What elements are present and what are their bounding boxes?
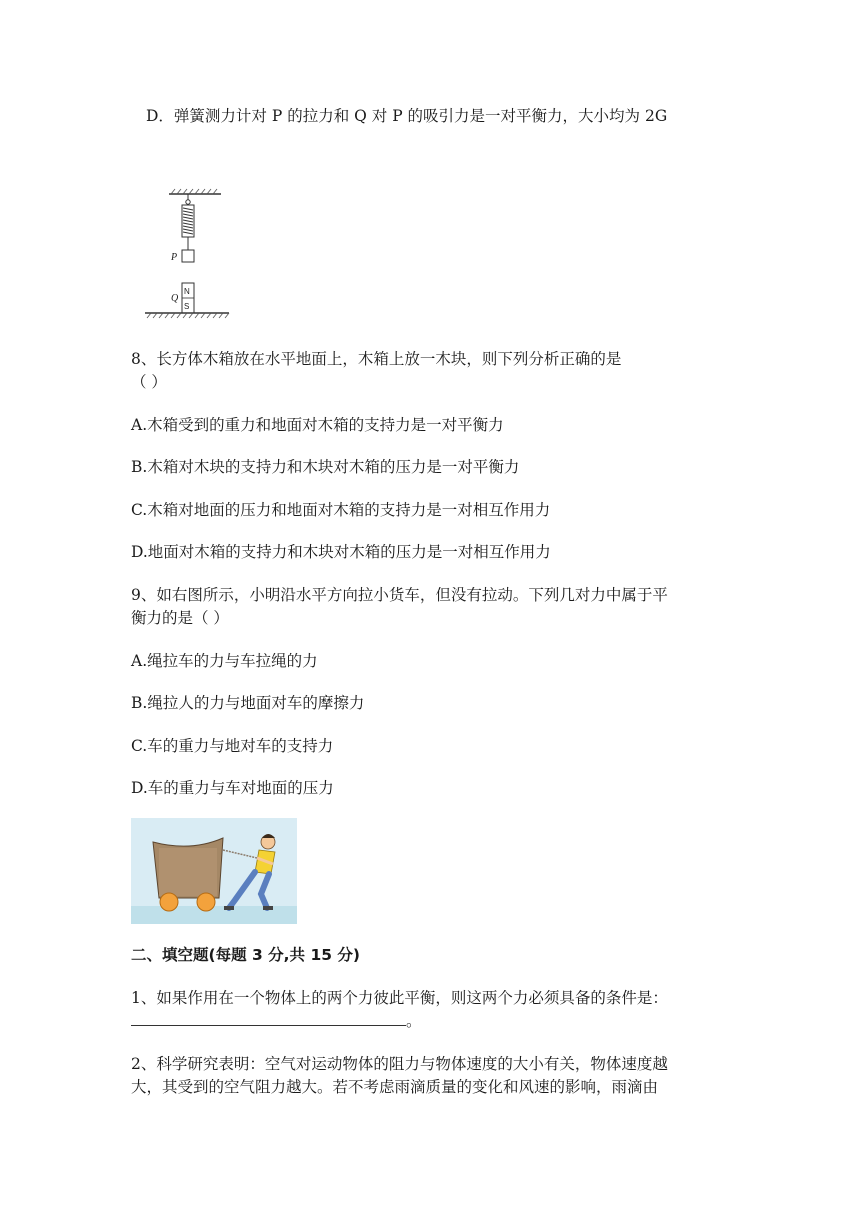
fill-q1-line2 <box>131 1010 422 1032</box>
q9-option-b: B.绳拉人的力与地面对车的摩擦力 <box>131 694 365 712</box>
q7-option-d: D．弹簧测力计对 P 的拉力和 Q 对 P 的吸引力是一对平衡力，大小均为 2G <box>146 107 668 125</box>
label-q: Q <box>171 293 179 304</box>
q9-stem-line2: 衡力的是（ ） <box>131 609 229 627</box>
cart-pull-figure <box>131 818 297 924</box>
section2-title: 二、填空题(每题 3 分,共 15 分) <box>131 946 360 964</box>
q8-option-d: D.地面对木箱的支持力和木块对木箱的压力是一对相互作用力 <box>131 543 551 561</box>
q9-option-d: D.车的重力与车对地面的压力 <box>131 779 334 797</box>
fill-q2-line2: 大，其受到的空气阻力越大。若不考虑雨滴质量的变化和风速的影响，雨滴由 <box>131 1078 659 1096</box>
q8-stem: 8、长方体木箱放在水平地面上，木箱上放一木块，则下列分析正确的是 <box>131 350 622 368</box>
q8-paren: （ ） <box>131 373 167 391</box>
q9-stem-line1: 9、如右图所示，小明沿水平方向拉小货车，但没有拉动。下列几对力中属于平 <box>131 586 668 604</box>
q8-option-c: C.木箱对地面的压力和地面对木箱的支持力是一对相互作用力 <box>131 501 551 519</box>
label-s: S <box>184 302 190 311</box>
q9-option-c: C.车的重力与地对车的支持力 <box>131 737 334 755</box>
label-p: P <box>171 252 178 263</box>
label-n: N <box>184 287 190 296</box>
spring-magnet-figure <box>131 186 231 326</box>
fill-q2-line1: 2、科学研究表明：空气对运动物体的阻力与物体速度的大小有关，物体速度越 <box>131 1055 668 1073</box>
q8-option-b: B.木箱对木块的支持力和木块对木箱的压力是一对平衡力 <box>131 458 520 476</box>
q9-option-a: A.绳拉车的力与车拉绳的力 <box>131 652 318 670</box>
answer-blank[interactable] <box>131 1011 406 1026</box>
fill-q1-line1: 1、如果作用在一个物体上的两个力彼此平衡，则这两个力必须具备的条件是： <box>131 989 668 1007</box>
fill-q1-end: 。 <box>406 1012 422 1030</box>
q8-option-a: A.木箱受到的重力和地面对木箱的支持力是一对平衡力 <box>131 416 504 434</box>
